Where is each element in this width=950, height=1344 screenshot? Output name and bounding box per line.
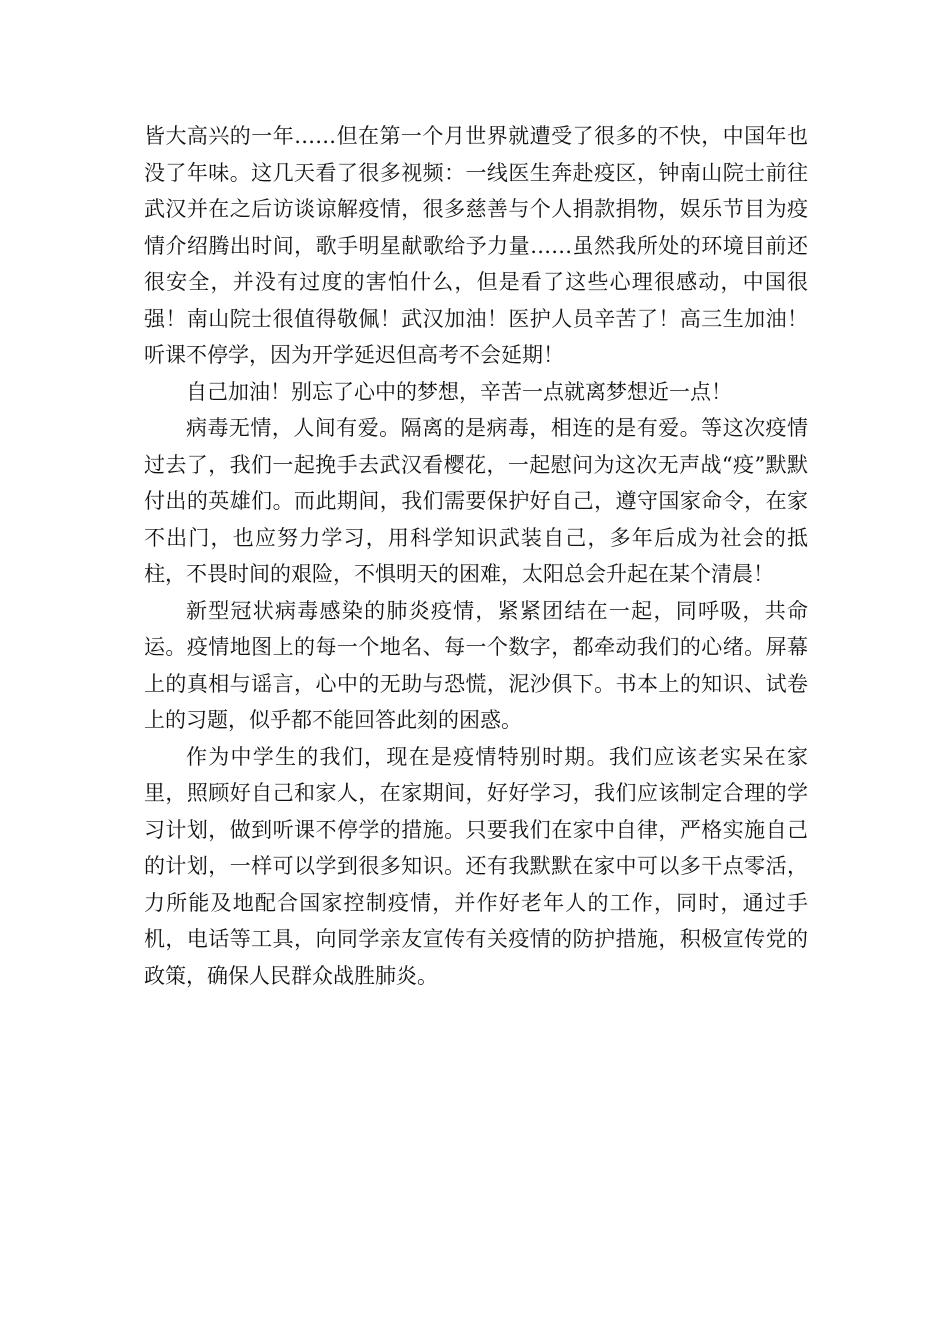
paragraph-1: 皆大高兴的一年……但在第一个月世界就遭受了很多的不快，中国年也没了年味。这几天看了很多视频：一线医生奔赴疫区，钟南山院士前往武汉并在之后访谈谅解疫情，很多慈善与个人捐款捐物，娱乐节目为疫情介绍腾出时间，歌手明星献歌给予力量……虽然我所处的环境目前还很安全，并没有过度的害怕什么，但是看了这些心理很感动，中国很强！南山院士很值得敬佩！武汉加油！医护人员辛苦了！高三生加油！听课不停学，因为开学延迟但高考不会延期！ (144, 124, 808, 367)
paragraph-2: 自己加油！别忘了心中的梦想，辛苦一点就离梦想近一点！ (186, 379, 732, 404)
paragraph-3: 病毒无情，人间有爱。隔离的是病毒，相连的是有爱。等这次疫情过去了，我们一起挽手去武汉看樱花，一起慰问为这次无声战“疫”默默付出的英雄们。而此期间，我们需要保护好自己，遵守国家命令，在家不出门，也应努力学习，用科学知识武装自己，多年后成为社会的抵柱，不畏时间的艰险，不惧明天的困难，太阳总会升起在某个清晨！ (144, 416, 808, 586)
paragraph-5: 作为中学生的我们，现在是疫情特别时期。我们应该老实呆在家里，照顾好自己和家人，在家期间，好好学习，我们应该制定合理的学习计划，做到听课不停学的措施。只要我们在家中自律，严格实施自己的计划，一样可以学到很多知识。还有我默默在家中可以多干点零活，力所能及地配合国家控制疫情，并作好老年人的工作，同时，通过手机，电话等工具，向同学亲友宣传有关疫情的防护措施，积极宣传党的政策，确保人民群众战胜肺炎。 (144, 744, 808, 988)
paragraph-4: 新型冠状病毒感染的肺炎疫情，紧紧团结在一起，同呼吸，共命运。疫情地图上的每一个地名、每一个数字，都牵动我们的心绪。屏幕上的真相与谣言，心中的无助与恐慌，泥沙俱下。书本上的知识、试卷上的习题，似乎都不能回答此刻的困惑。 (144, 598, 808, 732)
document-page (144, 118, 808, 994)
